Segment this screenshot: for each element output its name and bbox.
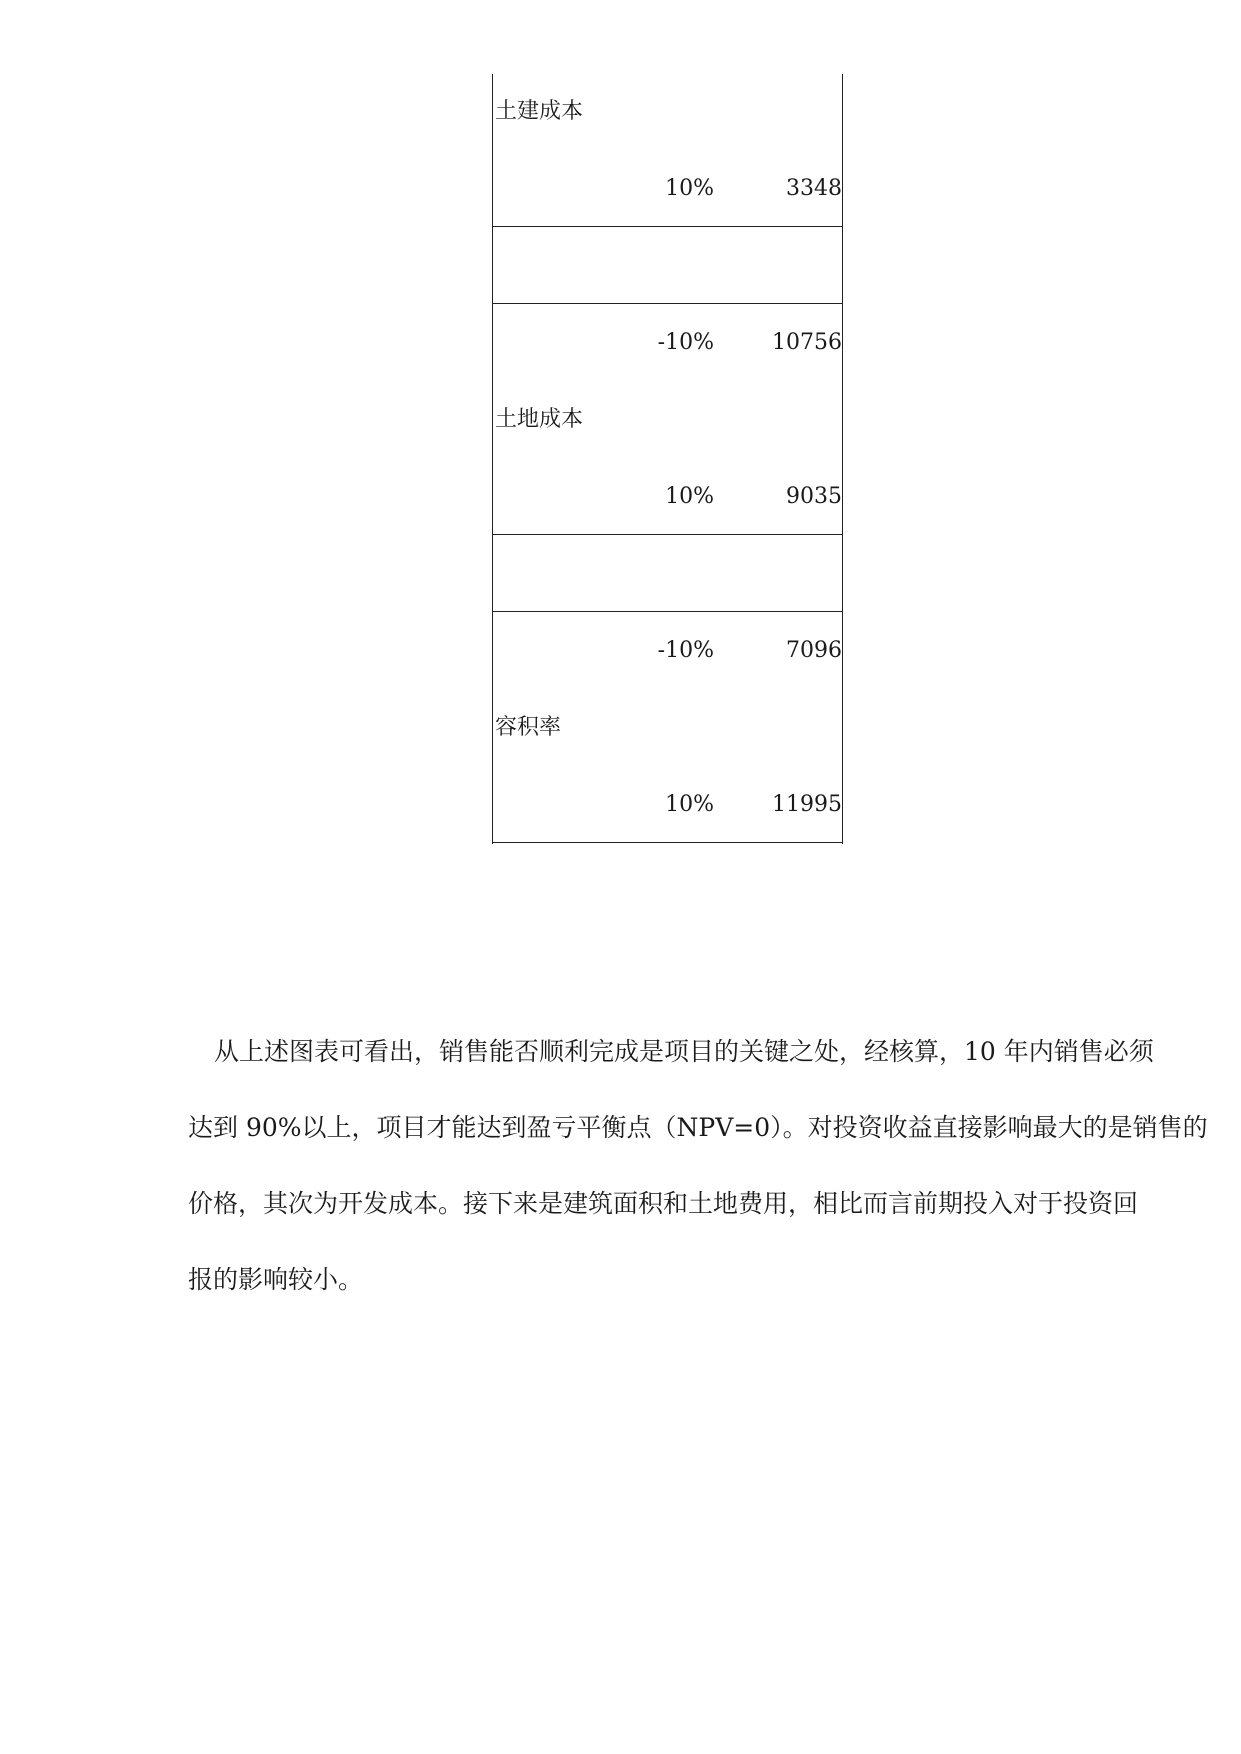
change-cell: -10% — [657, 330, 714, 355]
row-label-plot-ratio: 容积率 — [495, 715, 562, 740]
value-cell: 3348 — [786, 176, 842, 201]
table-border-left — [492, 74, 493, 844]
paragraph-line: 报的影响较小。 — [188, 1265, 364, 1294]
value-cell: 7096 — [786, 638, 842, 663]
paragraph-line: 达到 90%以上，项目才能达到盈亏平衡点（NPV=0）。对投资收益直接影响最大的是销售的 — [188, 1113, 1208, 1142]
paragraph-line: 价格，其次为开发成本。接下来是建筑面积和土地费用，相比而言前期投入对于投资回 — [188, 1189, 1139, 1218]
change-cell: 10% — [665, 176, 714, 201]
analysis-paragraph — [188, 1014, 1208, 1318]
value-cell: 10756 — [772, 330, 842, 355]
change-cell: 10% — [665, 484, 714, 509]
change-cell: 10% — [665, 792, 714, 817]
table-divider — [492, 534, 843, 535]
row-label-civil-cost: 土建成本 — [495, 99, 584, 124]
table-divider — [492, 611, 843, 612]
value-cell: 11995 — [772, 792, 842, 817]
sensitivity-table — [492, 74, 842, 844]
paragraph-line: 从上述图表可看出，销售能否顺利完成是项目的关键之处，经核算，10 年内销售必须 — [214, 1037, 1154, 1066]
change-cell: -10% — [657, 638, 714, 663]
row-label-land-cost: 土地成本 — [495, 407, 584, 432]
table-divider — [492, 303, 843, 304]
table-divider — [492, 226, 843, 227]
value-cell: 9035 — [786, 484, 842, 509]
table-border-right — [842, 74, 843, 844]
table-border-bottom — [492, 842, 843, 843]
